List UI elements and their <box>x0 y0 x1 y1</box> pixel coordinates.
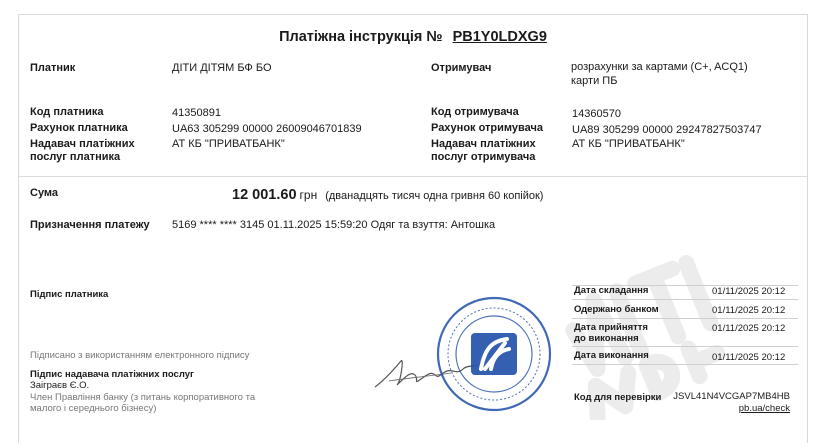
date-accepted-label-1: Дата прийняття <box>574 322 648 333</box>
recipient-name-line2: карти ПБ <box>571 75 618 87</box>
payer-provider-label-1: Надавач платіжних <box>30 138 135 150</box>
dates-rule <box>572 364 798 365</box>
date-received-label: Одержано банком <box>574 304 659 315</box>
date-created-label: Дата складання <box>574 285 649 296</box>
payer-account-label: Рахунок платника <box>30 122 128 134</box>
document-title <box>19 29 807 45</box>
recipient-provider-label-2: послуг отримувача <box>431 151 536 163</box>
payer-provider-label-2: послуг платника <box>30 151 121 163</box>
amount-label: Сума <box>30 187 59 199</box>
date-executed-value: 01/11/2025 20:12 <box>712 352 786 363</box>
title-label: Платіжна інструкція № <box>279 29 443 45</box>
payer-label: Платник <box>30 62 76 74</box>
signer-name: Заіграєв Є.О. <box>30 380 90 391</box>
amount-in-words: (дванадцять тисяч одна гривня 60 копійок) <box>325 190 544 202</box>
recipient-code: 14360570 <box>572 108 621 120</box>
payer-signature-label: Підпис платника <box>30 289 109 300</box>
verification-link[interactable]: pb.ua/check <box>738 403 790 414</box>
dates-rule <box>572 346 798 347</box>
recipient-provider: АТ КБ "ПРИВАТБАНК" <box>572 138 685 150</box>
verification-code: JSVL41N4VCGAP7MB4HB <box>673 391 790 402</box>
payer-provider: АТ КБ "ПРИВАТБАНК" <box>172 138 285 150</box>
amount-value: 12 001.60 <box>232 187 297 203</box>
amount-row <box>232 186 543 205</box>
dates-rule <box>572 318 798 319</box>
dates-rule <box>572 299 798 300</box>
provider-signature-label: Підпис надавача платіжних послуг <box>30 369 194 380</box>
date-executed-label: Дата виконання <box>574 350 649 361</box>
purpose-value: 5169 **** **** 3145 01.11.2025 15:59:20 Одяг та взуття: Антошка <box>172 219 496 231</box>
recipient-account: UA89 305299 00000 29247827503747 <box>572 124 762 136</box>
recipient-code-label: Код отримувача <box>431 106 519 118</box>
date-accepted-value: 01/11/2025 20:12 <box>712 323 786 334</box>
payer-name: ДІТИ ДІТЯМ БФ БО <box>172 62 272 74</box>
divider <box>19 176 807 177</box>
bank-stamp <box>433 295 555 413</box>
payment-instruction-document <box>18 14 808 443</box>
payer-account: UA63 305299 00000 26009046701839 <box>172 123 362 135</box>
date-accepted-label-2: до виконання <box>574 333 639 344</box>
purpose-label: Призначення платежу <box>30 219 150 231</box>
recipient-label: Отримувач <box>431 62 492 74</box>
date-created-value: 01/11/2025 20:12 <box>712 286 786 297</box>
signer-position-line1: Член Правління банку (з питань корпоративного та <box>30 392 256 403</box>
instruction-number: PB1Y0LDXG9 <box>452 29 547 45</box>
recipient-account-label: Рахунок отримувача <box>431 122 543 134</box>
e-signature-note: Підписано з використанням електронного підпису <box>30 350 250 361</box>
recipient-name-line1: розрахунки за картами (C+, ACQ1) <box>571 61 748 73</box>
date-received-value: 01/11/2025 20:12 <box>712 305 786 316</box>
recipient-provider-label-1: Надавач платіжних <box>431 138 536 150</box>
payer-code-label: Код платника <box>30 106 104 118</box>
verification-label: Код для перевірки <box>574 392 662 403</box>
signer-position-line2: малого і середнього бізнесу) <box>30 403 157 414</box>
payer-code: 41350891 <box>172 107 221 119</box>
amount-currency: грн <box>299 188 318 202</box>
